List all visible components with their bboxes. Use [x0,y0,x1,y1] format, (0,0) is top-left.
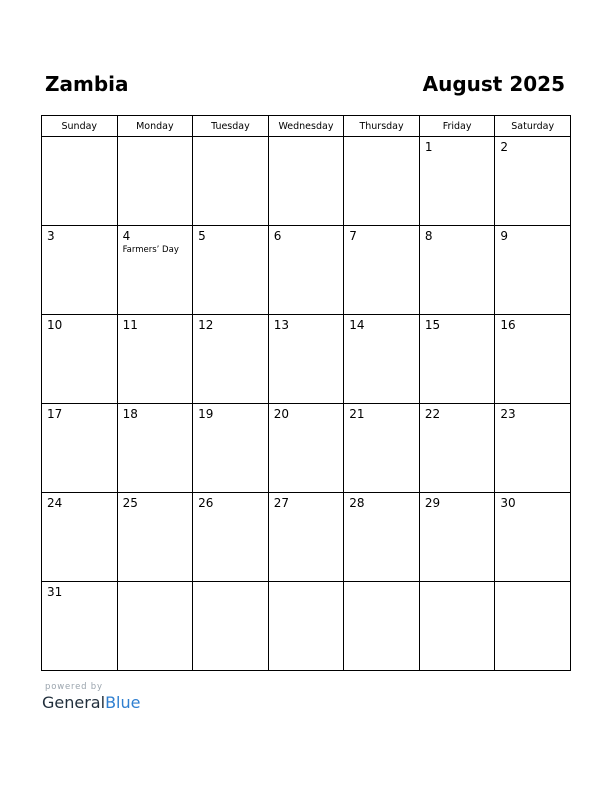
day-cell [268,315,344,404]
day-number [495,582,570,585]
weekday-header: Thursday [344,116,420,137]
brand-general-text: General [42,693,106,712]
day-number: 27 [273,496,289,510]
day-number: 4 [122,229,131,243]
day-cell [117,493,193,582]
day-number: 9 [500,229,509,243]
day-number [344,137,419,140]
day-cell [117,582,193,671]
weekday-header: Tuesday [193,116,269,137]
day-number [193,137,268,140]
day-number: 29 [424,496,441,510]
day-number: 23 [500,407,516,421]
day-cell [42,404,118,493]
weekday-header: Sunday [42,116,118,137]
day-number: 7 [349,229,357,243]
day-cell [42,582,118,671]
footer-branding [42,682,140,712]
month-title: August 2025 [422,72,565,96]
day-cell [495,493,571,582]
day-cell [268,493,344,582]
week-row [42,582,571,671]
day-cell [193,315,269,404]
day-cell [344,493,420,582]
brand-blue-text: Blue [105,693,141,712]
day-number: 16 [500,318,516,332]
day-number: 22 [424,407,441,421]
day-cell [268,137,344,226]
day-cell [419,315,495,404]
day-cell [117,137,193,226]
day-number: 18 [122,407,138,421]
week-row [42,137,571,226]
day-cell [419,404,495,493]
day-cell [344,315,420,404]
day-number: 3 [47,229,55,243]
day-cell [117,404,193,493]
day-number: 1 [424,140,433,154]
day-number: 12 [198,318,214,332]
day-cell [344,582,420,671]
weekday-header-row [42,116,571,137]
day-cell [344,137,420,226]
day-number: 20 [273,407,289,421]
day-cell [495,315,571,404]
day-number: 31 [47,585,63,599]
day-number: 28 [349,496,365,510]
day-cell [117,226,193,315]
day-number [118,137,193,140]
day-cell [42,226,118,315]
day-number: 10 [47,318,63,332]
day-cell [42,315,118,404]
day-number: 14 [349,318,365,332]
day-number [118,582,193,585]
day-number: 6 [273,229,282,243]
brand-logo[interactable] [42,693,140,712]
week-row [42,404,571,493]
week-row [42,315,571,404]
day-number: 2 [500,140,509,154]
day-cell [419,493,495,582]
day-number: 17 [47,407,63,421]
day-cell [495,404,571,493]
weekday-header: Saturday [495,116,571,137]
powered-by-label: powered by [45,682,103,692]
day-number: 5 [198,229,206,243]
day-cell [344,226,420,315]
day-number: 26 [198,496,214,510]
week-row [42,226,571,315]
day-cell [193,404,269,493]
day-number [42,137,117,140]
day-number [269,137,344,140]
day-number: 13 [273,318,289,332]
day-number: 8 [424,229,433,243]
day-cell [193,493,269,582]
day-number: 30 [500,496,516,510]
calendar-grid [41,115,571,671]
day-number [420,582,495,585]
day-cell [42,137,118,226]
day-number: 24 [47,496,63,510]
day-number: 21 [349,407,365,421]
weekday-header: Monday [117,116,193,137]
day-number: 19 [198,407,214,421]
day-cell [344,404,420,493]
country-title: Zambia [45,72,129,96]
day-cell [419,226,495,315]
weekday-header: Friday [419,116,495,137]
day-cell [268,582,344,671]
day-number: 11 [122,318,138,332]
day-cell [193,582,269,671]
day-number: 25 [122,496,138,510]
day-cell [495,226,571,315]
weekday-header: Wednesday [268,116,344,137]
day-cell [117,315,193,404]
week-row [42,493,571,582]
day-cell [193,226,269,315]
day-cell [419,582,495,671]
day-cell [268,404,344,493]
day-number [269,582,344,585]
day-cell [193,137,269,226]
day-cell [42,493,118,582]
day-cell [268,226,344,315]
day-cell [495,137,571,226]
day-number [344,582,419,585]
day-number [193,582,268,585]
day-number: 15 [424,318,441,332]
holiday-label: Farmers’ Day [122,245,179,255]
day-cell [495,582,571,671]
day-cell [419,137,495,226]
